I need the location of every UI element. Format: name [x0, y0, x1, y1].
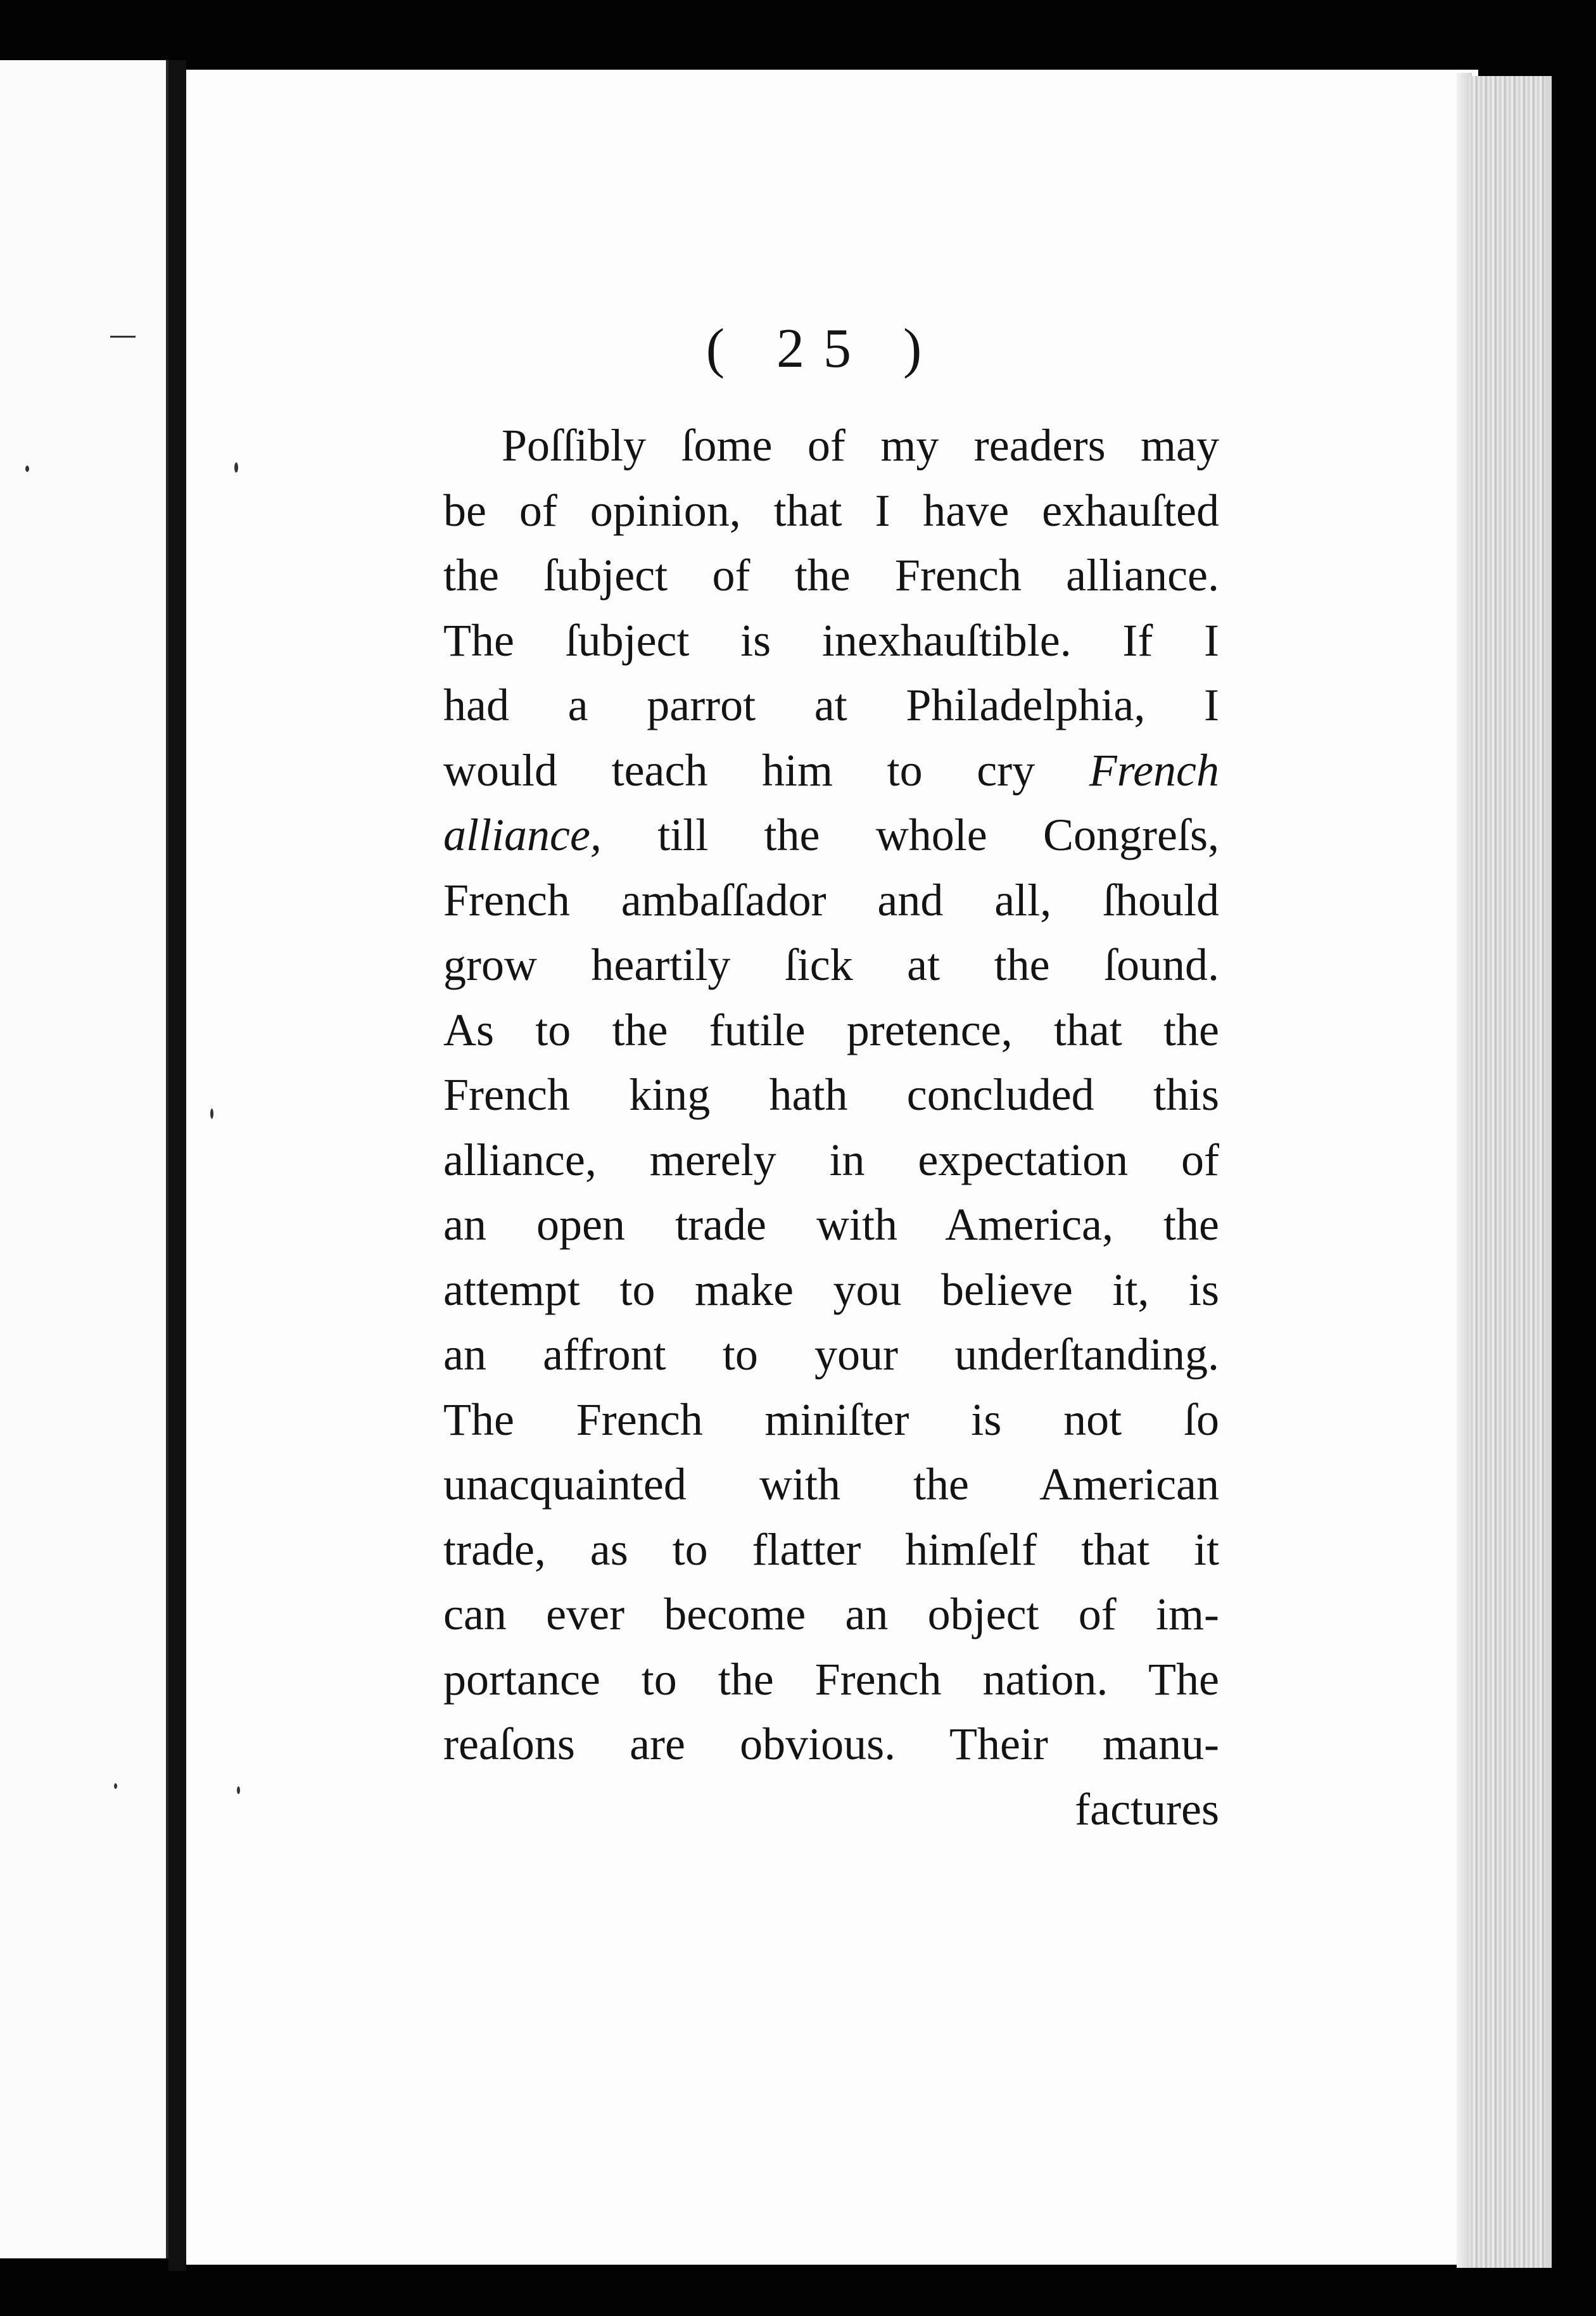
body-text — [443, 413, 1219, 1842]
text-line: French ambaſſador and all, ſhould — [443, 874, 1219, 926]
text-line: French king hath concluded this — [443, 1069, 1219, 1120]
text-line: portance to the French nation. The — [443, 1653, 1219, 1705]
text-line — [443, 803, 1219, 868]
left-page-edge — [0, 60, 168, 2258]
catchword: factures — [1075, 1783, 1219, 1835]
text-line: unacquainted with the American — [443, 1459, 1219, 1510]
text-line: As to the futile pretence, that the — [443, 1004, 1219, 1055]
text-line: the ſubject of the French alliance. — [443, 550, 1219, 601]
text-line: alliance, merely in expectation of — [443, 1134, 1219, 1185]
text-line: had a parrot at Philadelphia, I — [443, 680, 1219, 730]
ink-speck — [234, 462, 238, 473]
text-segment: would teach him to cry — [443, 744, 1036, 796]
text-line: The ſubject is inexhauſtible. If I — [443, 614, 1219, 666]
ink-speck — [210, 1109, 213, 1119]
text-line: be of opinion, that I have exhauſted — [443, 485, 1219, 536]
text-line: grow heartily ſick at the ſound. — [443, 939, 1219, 990]
page-number: ( 25 ) — [706, 318, 941, 379]
ink-speck — [25, 466, 29, 472]
text-line: Poſſibly ſome of my readers may — [502, 420, 1219, 471]
ink-speck — [114, 1783, 117, 1789]
text-line: The French miniſter is not ſo — [443, 1394, 1219, 1445]
italic-phrase: alliance, — [443, 810, 602, 860]
text-line — [443, 738, 1219, 803]
stacked-page-edges — [1469, 76, 1552, 2268]
ink-speck — [237, 1786, 240, 1794]
book-gutter — [168, 60, 186, 2271]
text-segment: till the whole Congreſs, — [657, 810, 1220, 860]
text-line: trade, as to flatter himſelf that it — [443, 1524, 1219, 1575]
text-line: an affront to your underſtanding. — [443, 1329, 1219, 1380]
ink-speck — [110, 336, 136, 338]
italic-phrase: French — [1089, 744, 1220, 796]
text-line: reaſons are obvious. Their manu- — [443, 1719, 1219, 1769]
text-line: an open trade with America, the — [443, 1199, 1219, 1250]
text-line: can ever become an object of im- — [443, 1589, 1219, 1639]
text-line: attempt to make you believe it, is — [443, 1264, 1219, 1315]
